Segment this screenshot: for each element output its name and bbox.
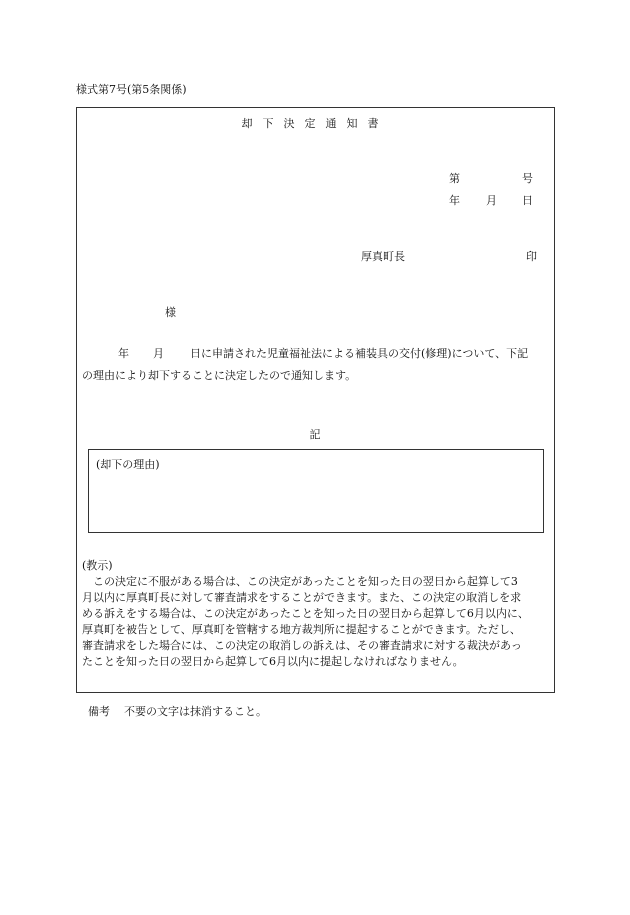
issuer-name: 厚真町長 [361, 250, 405, 263]
instruction-line: 月以内に厚真町長に対して審査請求をすることができます。また、この決定の取消しを求 [82, 591, 522, 604]
addressee-suffix: 様 [165, 306, 176, 319]
form-number-label: 様式第7号(第5条関係) [76, 83, 187, 96]
body-year-label: 年 [118, 347, 129, 360]
date-day-label: 日 [522, 194, 533, 207]
reason-label: (却下の理由) [96, 458, 160, 471]
instruction-line: める訴えをする場合は、この決定があったことを知った日の翌日から起算して6月以内に、 [82, 607, 529, 620]
body-text-line-2: の理由により却下することに決定したので通知します。 [82, 369, 357, 382]
document-frame [76, 107, 555, 693]
body-text-line-1: 日に申請された児童福祉法による補装具の交付(修理)について、下記 [190, 347, 529, 360]
document-title: 却下決定通知書 [241, 117, 389, 130]
seal-mark: 印 [526, 250, 537, 263]
remarks-label: 備考 [88, 705, 110, 718]
date-month-label: 月 [486, 194, 497, 207]
instruction-line: 厚真町を被告として、厚真町を管轄する地方裁判所に提起することができます。ただし、 [82, 623, 521, 636]
number-suffix: 号 [522, 172, 533, 185]
remarks-text: 不要の文字は抹消すること。 [124, 705, 267, 718]
instruction-line: たことを知った日の翌日から起算して6月以内に提起しなければなりません。 [82, 655, 464, 668]
instruction-line: この決定に不服がある場合は、この決定があったことを知った日の翌日から起算して3 [93, 575, 518, 588]
note-heading: 記 [309, 428, 321, 441]
body-month-label: 月 [153, 347, 164, 360]
number-prefix: 第 [449, 172, 460, 185]
date-year-label: 年 [449, 194, 460, 207]
instruction-line: 審査請求をした場合には、この決定の取消しの訴えは、その審査請求に対する裁決があっ [82, 639, 522, 652]
instruction-heading: (教示) [82, 559, 113, 572]
